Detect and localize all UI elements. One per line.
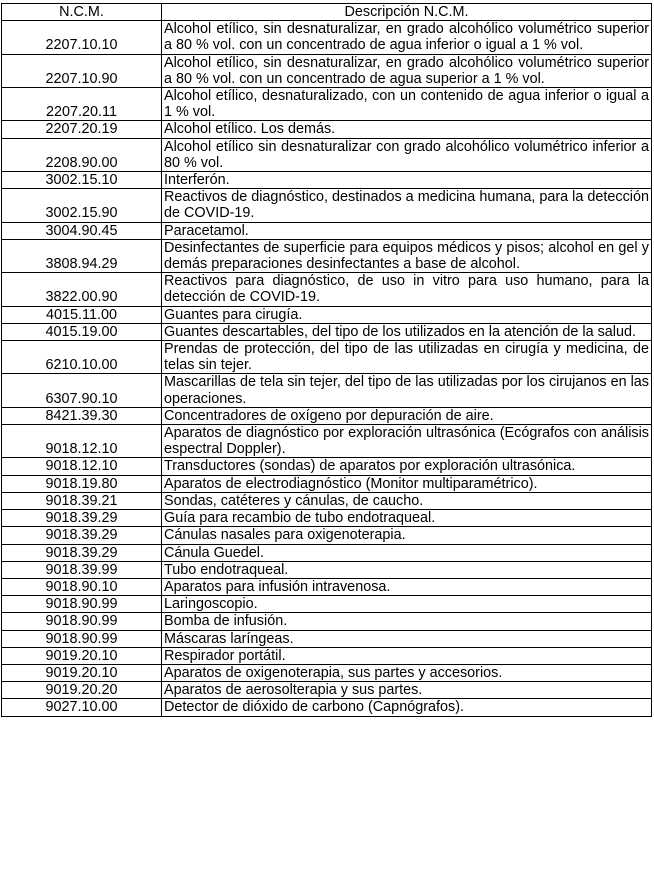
ncm-code-cell: 9018.12.10 bbox=[2, 458, 162, 475]
ncm-description-cell: Prendas de protección, del tipo de las utilizadas en cirugía y medicina, de telas sin tejer. bbox=[162, 341, 652, 374]
ncm-code-cell: 2207.10.90 bbox=[2, 54, 162, 87]
ncm-code-cell: 4015.11.00 bbox=[2, 306, 162, 323]
ncm-description-cell: Reactivos para diagnóstico, de uso in vitro para uso humano, para la detección de COVID-19. bbox=[162, 273, 652, 306]
table-row bbox=[2, 189, 652, 222]
ncm-description-cell: Sondas, catéteres y cánulas, de caucho. bbox=[162, 492, 652, 509]
ncm-code-cell: 3002.15.90 bbox=[2, 189, 162, 222]
table-row bbox=[2, 699, 652, 716]
ncm-description-cell: Guía para recambio de tubo endotraqueal. bbox=[162, 510, 652, 527]
ncm-code-cell: 9018.12.10 bbox=[2, 425, 162, 458]
table-row bbox=[2, 323, 652, 340]
table-row bbox=[2, 510, 652, 527]
table-row bbox=[2, 239, 652, 272]
table-row bbox=[2, 341, 652, 374]
ncm-description-cell: Interferón. bbox=[162, 172, 652, 189]
table-row bbox=[2, 54, 652, 87]
ncm-code-cell: 9019.20.10 bbox=[2, 664, 162, 681]
ncm-description-cell: Transductores (sondas) de aparatos por exploración ultrasónica. bbox=[162, 458, 652, 475]
ncm-description-cell: Guantes descartables, del tipo de los utilizados en la atención de la salud. bbox=[162, 323, 652, 340]
ncm-code-cell: 9019.20.20 bbox=[2, 682, 162, 699]
table-row bbox=[2, 138, 652, 171]
table-row bbox=[2, 492, 652, 509]
ncm-description-cell: Desinfectantes de superficie para equipos médicos y pisos; alcohol en gel y demás preparaciones desinfectantes a base de alcohol. bbox=[162, 239, 652, 272]
ncm-code-cell: 3808.94.29 bbox=[2, 239, 162, 272]
ncm-code-cell: 9018.39.21 bbox=[2, 492, 162, 509]
table-row bbox=[2, 544, 652, 561]
header-row bbox=[2, 4, 652, 21]
ncm-description-cell: Guantes para cirugía. bbox=[162, 306, 652, 323]
ncm-code-cell: 2208.90.00 bbox=[2, 138, 162, 171]
ncm-description-cell: Aparatos de oxigenoterapia, sus partes y accesorios. bbox=[162, 664, 652, 681]
table-row bbox=[2, 425, 652, 458]
ncm-description-cell: Aparatos de aerosolterapia y sus partes. bbox=[162, 682, 652, 699]
table-body bbox=[2, 21, 652, 716]
ncm-description-cell: Alcohol etílico, sin desnaturalizar, en grado alcohólico volumétrico superior a 80 % vol. con un concentrado de agua superior a 1 % vol. bbox=[162, 54, 652, 87]
ncm-description-cell: Mascarillas de tela sin tejer, del tipo de las utilizadas por los cirujanos en las operaciones. bbox=[162, 374, 652, 407]
ncm-description-cell: Alcohol etílico, sin desnaturalizar, en grado alcohólico volumétrico superior a 80 % vol. con un concentrado de agua inferior o igual a 1 % vol. bbox=[162, 21, 652, 54]
ncm-description-cell: Paracetamol. bbox=[162, 222, 652, 239]
ncm-code-cell: 2207.20.11 bbox=[2, 88, 162, 121]
ncm-description-cell: Detector de dióxido de carbono (Capnógrafos). bbox=[162, 699, 652, 716]
ncm-code-cell: 9018.39.29 bbox=[2, 544, 162, 561]
ncm-code-cell: 9018.39.29 bbox=[2, 527, 162, 544]
ncm-description-cell: Concentradores de oxígeno por depuración de aire. bbox=[162, 407, 652, 424]
header-ncm: N.C.M. bbox=[2, 4, 162, 21]
ncm-description-cell: Laringoscopio. bbox=[162, 596, 652, 613]
table-row bbox=[2, 222, 652, 239]
table-row bbox=[2, 407, 652, 424]
table-row bbox=[2, 172, 652, 189]
ncm-description-cell: Bomba de infusión. bbox=[162, 613, 652, 630]
table-header bbox=[2, 4, 652, 21]
ncm-code-cell: 9018.19.80 bbox=[2, 475, 162, 492]
ncm-description-cell: Máscaras laríngeas. bbox=[162, 630, 652, 647]
ncm-description-cell: Aparatos de diagnóstico por exploración ultrasónica (Ecógrafos con análisis espectral Doppler). bbox=[162, 425, 652, 458]
table-row bbox=[2, 578, 652, 595]
ncm-code-cell: 2207.20.19 bbox=[2, 121, 162, 138]
ncm-code-cell: 4015.19.00 bbox=[2, 323, 162, 340]
ncm-description-cell: Reactivos de diagnóstico, destinados a medicina humana, para la detección de COVID-19. bbox=[162, 189, 652, 222]
table-row bbox=[2, 458, 652, 475]
table-row bbox=[2, 374, 652, 407]
ncm-code-cell: 9018.39.99 bbox=[2, 561, 162, 578]
ncm-code-cell: 3822.00.90 bbox=[2, 273, 162, 306]
table-row bbox=[2, 630, 652, 647]
ncm-code-cell: 9018.90.99 bbox=[2, 596, 162, 613]
table-row bbox=[2, 273, 652, 306]
ncm-description-cell: Alcohol etílico, desnaturalizado, con un contenido de agua inferior o igual a 1 % vol. bbox=[162, 88, 652, 121]
ncm-description-cell: Alcohol etílico. Los demás. bbox=[162, 121, 652, 138]
ncm-code-cell: 9018.90.99 bbox=[2, 613, 162, 630]
ncm-code-cell: 8421.39.30 bbox=[2, 407, 162, 424]
table-row bbox=[2, 596, 652, 613]
ncm-code-cell: 6307.90.10 bbox=[2, 374, 162, 407]
ncm-description-cell: Respirador portátil. bbox=[162, 647, 652, 664]
ncm-description-cell: Alcohol etílico sin desnaturalizar con grado alcohólico volumétrico inferior a 80 % vol. bbox=[162, 138, 652, 171]
table-row bbox=[2, 664, 652, 681]
ncm-description-cell: Aparatos para infusión intravenosa. bbox=[162, 578, 652, 595]
table-row bbox=[2, 121, 652, 138]
table-row bbox=[2, 613, 652, 630]
ncm-code-cell: 9018.90.99 bbox=[2, 630, 162, 647]
ncm-code-cell: 6210.10.00 bbox=[2, 341, 162, 374]
ncm-description-cell: Tubo endotraqueal. bbox=[162, 561, 652, 578]
ncm-table bbox=[1, 3, 652, 717]
ncm-code-cell: 9018.39.29 bbox=[2, 510, 162, 527]
ncm-code-cell: 9018.90.10 bbox=[2, 578, 162, 595]
table-row bbox=[2, 475, 652, 492]
table-row bbox=[2, 647, 652, 664]
ncm-code-cell: 3002.15.10 bbox=[2, 172, 162, 189]
table-row bbox=[2, 88, 652, 121]
ncm-code-cell: 3004.90.45 bbox=[2, 222, 162, 239]
header-description: Descripción N.C.M. bbox=[162, 4, 652, 21]
table-row bbox=[2, 21, 652, 54]
table-row bbox=[2, 561, 652, 578]
ncm-code-cell: 9027.10.00 bbox=[2, 699, 162, 716]
ncm-description-cell: Aparatos de electrodiagnóstico (Monitor multiparamétrico). bbox=[162, 475, 652, 492]
ncm-description-cell: Cánula Guedel. bbox=[162, 544, 652, 561]
table-row bbox=[2, 527, 652, 544]
ncm-code-cell: 9019.20.10 bbox=[2, 647, 162, 664]
ncm-code-cell: 2207.10.10 bbox=[2, 21, 162, 54]
ncm-description-cell: Cánulas nasales para oxigenoterapia. bbox=[162, 527, 652, 544]
table-row bbox=[2, 306, 652, 323]
table-row bbox=[2, 682, 652, 699]
